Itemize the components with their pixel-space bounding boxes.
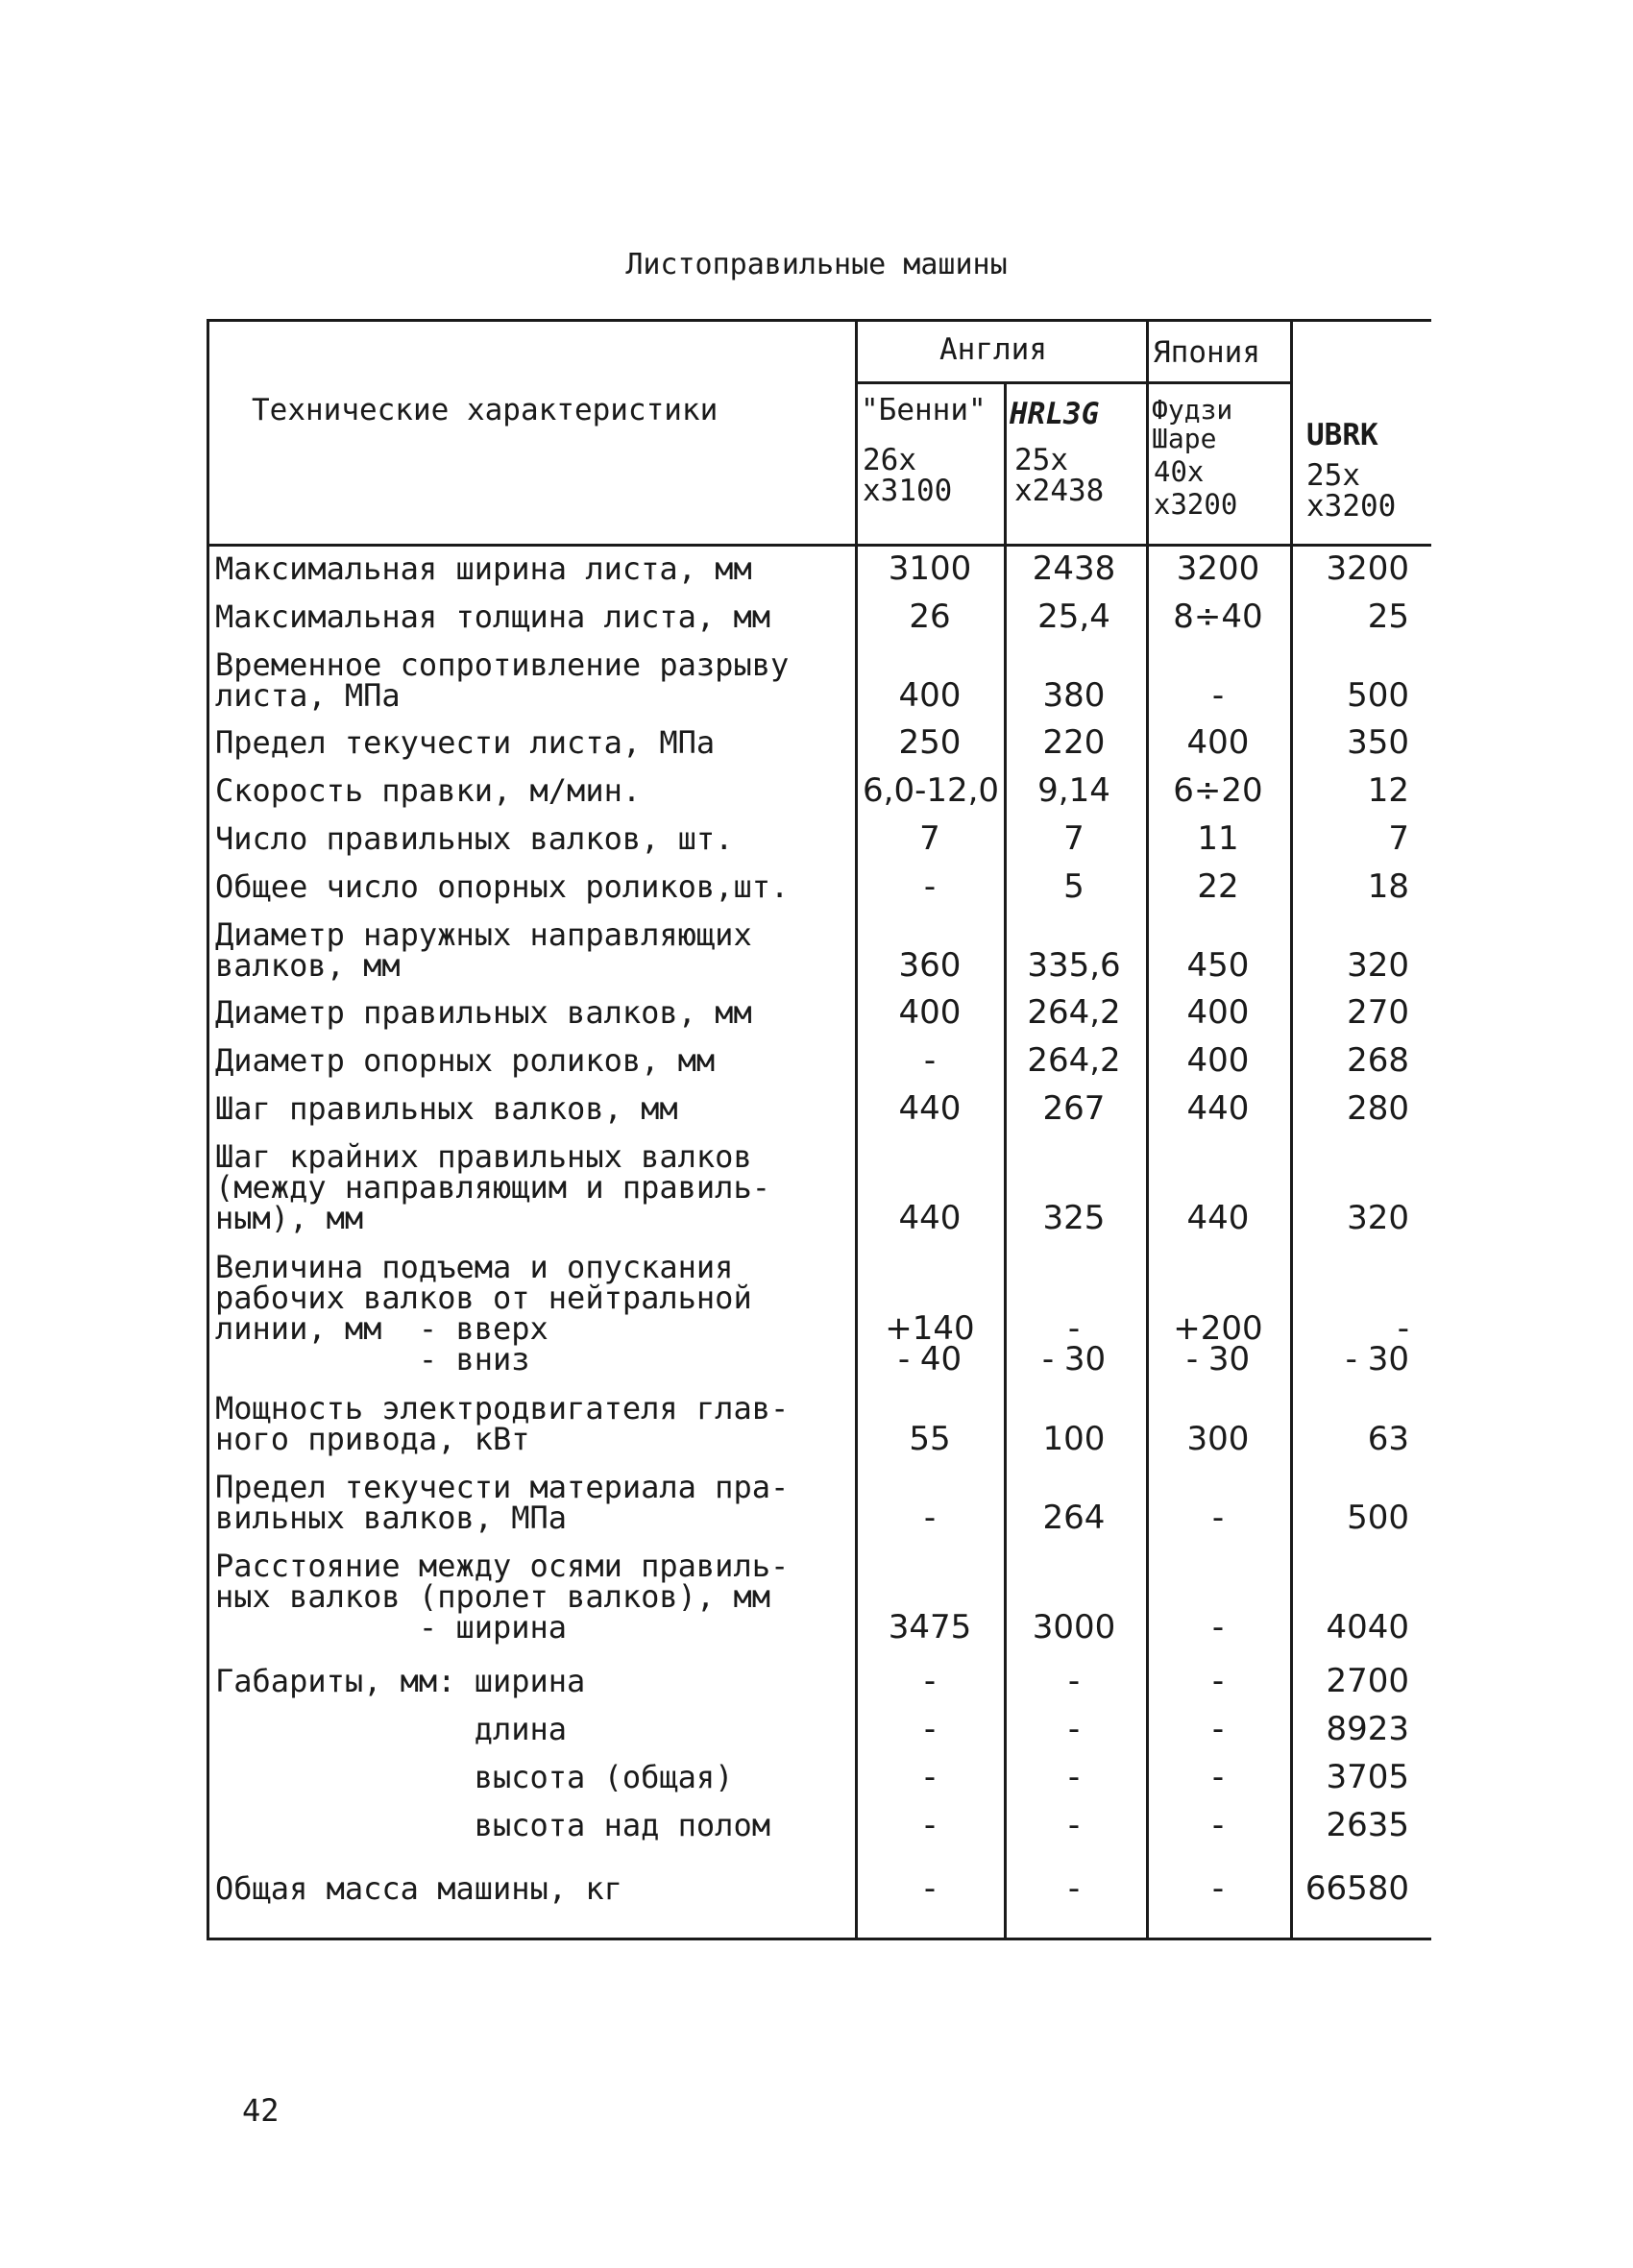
machine-1-name: "Бенни" bbox=[861, 393, 987, 427]
row-18-value-2: - bbox=[1067, 1710, 1081, 1748]
table-bottom-border bbox=[207, 1938, 1431, 1940]
row-7-value-4: 18 bbox=[1367, 867, 1409, 906]
row-2-label-line-1: Максимальная толщина листа, мм bbox=[215, 598, 770, 635]
row-17-value-4: 2700 bbox=[1326, 1662, 1409, 1700]
row-18-label-line-1: длина bbox=[215, 1711, 568, 1747]
row-4-value-4: 350 bbox=[1347, 723, 1409, 762]
row-8-value-4: 320 bbox=[1347, 946, 1409, 985]
row-11-value-2: 267 bbox=[1042, 1089, 1106, 1128]
row-20-value-1: - bbox=[923, 1806, 937, 1844]
row-8-label-line-2: валков, мм bbox=[215, 947, 401, 984]
row-3-label-line-1: Временное сопротивление разрыву bbox=[215, 646, 790, 683]
row-16-label-line-2: ных валков (пролет валков), мм bbox=[215, 1578, 770, 1615]
row-6-value-2: 7 bbox=[1063, 819, 1085, 858]
row-13-value2-2: - 30 bbox=[1041, 1340, 1107, 1378]
row-10-label-line-1: Диаметр опорных роликов, мм bbox=[215, 1042, 716, 1079]
row-10-value-4: 268 bbox=[1347, 1041, 1409, 1080]
row-15-label-line-1: Предел текучести материала пра- bbox=[215, 1469, 790, 1505]
row-8-value-2: 335,6 bbox=[1027, 946, 1121, 985]
machine-3-size1: 40х bbox=[1154, 455, 1205, 488]
row-13-label-line-4: - вниз bbox=[215, 1341, 530, 1378]
row-19-value-3: - bbox=[1211, 1758, 1225, 1796]
row-11-label-line-1: Шаг правильных валков, мм bbox=[215, 1090, 678, 1127]
row-20-value-4: 2635 bbox=[1326, 1806, 1409, 1844]
row-20-value-2: - bbox=[1067, 1806, 1081, 1844]
row-5-value-2: 9,14 bbox=[1037, 771, 1110, 810]
row-13-value-4: - bbox=[1397, 1309, 1409, 1348]
row-18-value-3: - bbox=[1211, 1710, 1225, 1748]
row-14-label-line-1: Мощность электродвигателя глав- bbox=[215, 1390, 790, 1427]
row-3-value-4: 500 bbox=[1347, 676, 1409, 715]
row-17-label-line-1: Габариты, мм: ширина bbox=[215, 1663, 586, 1699]
row-19-value-1: - bbox=[923, 1758, 937, 1796]
row-21-value-4: 66580 bbox=[1304, 1869, 1409, 1908]
row-15-value-2: 264 bbox=[1042, 1499, 1106, 1537]
machine-1-size1: 26х bbox=[863, 443, 916, 477]
row-6-value-4: 7 bbox=[1388, 819, 1409, 858]
row-12-label-line-2: (между направляющим и правиль- bbox=[215, 1169, 770, 1206]
row-13-value-2: - bbox=[1067, 1309, 1081, 1348]
row-13-value2-1: - 40 bbox=[897, 1340, 963, 1378]
row-14-value-2: 100 bbox=[1042, 1420, 1106, 1458]
row-7-value-2: 5 bbox=[1063, 867, 1085, 906]
row-2-value-3: 8÷40 bbox=[1173, 597, 1263, 636]
row-6-label-line-1: Число правильных валков, шт. bbox=[215, 820, 734, 857]
row-7-value-3: 22 bbox=[1197, 867, 1239, 906]
row-12-label-line-3: ным), мм bbox=[215, 1200, 364, 1236]
row-9-value-1: 400 bbox=[898, 993, 962, 1032]
row-16-value-1: 3475 bbox=[888, 1608, 972, 1646]
row-2-value-2: 25,4 bbox=[1037, 597, 1110, 636]
row-13-label-line-1: Величина подъема и опускания bbox=[215, 1249, 734, 1285]
row-9-value-4: 270 bbox=[1347, 993, 1409, 1032]
row-4-value-3: 400 bbox=[1186, 723, 1250, 762]
row-17-value-2: - bbox=[1067, 1662, 1081, 1700]
country-divider bbox=[855, 381, 1292, 384]
row-15-label-line-2: вильных валков, МПа bbox=[215, 1500, 568, 1536]
header-bottom-border bbox=[207, 544, 1431, 547]
header-tech: Технические характеристики bbox=[252, 393, 719, 427]
row-16-label-line-3: - ширина bbox=[215, 1609, 568, 1646]
row-1-value-4: 3200 bbox=[1326, 549, 1409, 588]
row-18-value-4: 8923 bbox=[1326, 1710, 1409, 1748]
row-17-value-1: - bbox=[923, 1662, 937, 1700]
row-6-value-1: 7 bbox=[919, 819, 940, 858]
row-3-value-1: 400 bbox=[898, 676, 962, 715]
row-5-value-4: 12 bbox=[1367, 771, 1409, 810]
row-5-value-3: 6÷20 bbox=[1173, 771, 1263, 810]
row-21-value-1: - bbox=[923, 1869, 937, 1908]
machine-3-size2: х3200 bbox=[1154, 488, 1238, 521]
row-13-value-3: +200 bbox=[1173, 1309, 1263, 1348]
col-divider-4 bbox=[1290, 319, 1293, 1940]
row-19-value-4: 3705 bbox=[1326, 1758, 1409, 1796]
row-8-value-3: 450 bbox=[1186, 946, 1250, 985]
row-14-value-4: 63 bbox=[1367, 1420, 1409, 1458]
header-england: Англия bbox=[939, 332, 1047, 367]
row-14-label-line-2: ного привода, кВт bbox=[215, 1421, 530, 1457]
row-3-value-3: - bbox=[1211, 676, 1225, 715]
row-6-value-3: 11 bbox=[1197, 819, 1239, 858]
row-15-value-3: - bbox=[1211, 1499, 1225, 1537]
row-8-value-1: 360 bbox=[898, 946, 962, 985]
machine-1-size2: х3100 bbox=[863, 474, 953, 508]
row-12-value-2: 325 bbox=[1042, 1199, 1106, 1237]
row-10-value-2: 264,2 bbox=[1027, 1041, 1121, 1080]
row-19-value-2: - bbox=[1067, 1758, 1081, 1796]
row-20-label-line-1: высота над полом bbox=[215, 1807, 770, 1843]
row-11-value-1: 440 bbox=[898, 1089, 962, 1128]
row-7-label-line-1: Общее число опорных роликов,шт. bbox=[215, 868, 790, 905]
row-7-value-1: - bbox=[923, 867, 937, 906]
row-4-label-line-1: Предел текучести листа, МПа bbox=[215, 724, 716, 761]
page-number: 42 bbox=[242, 2092, 280, 2129]
row-14-value-3: 300 bbox=[1186, 1420, 1250, 1458]
row-21-value-2: - bbox=[1067, 1869, 1081, 1908]
row-10-value-3: 400 bbox=[1186, 1041, 1250, 1080]
row-17-value-3: - bbox=[1211, 1662, 1225, 1700]
row-13-value2-3: - 30 bbox=[1185, 1340, 1251, 1378]
row-1-value-2: 2438 bbox=[1032, 549, 1116, 588]
row-15-value-4: 500 bbox=[1347, 1499, 1409, 1537]
row-12-value-1: 440 bbox=[898, 1199, 962, 1237]
row-10-value-1: - bbox=[923, 1041, 937, 1080]
machine-4-size1: 25х bbox=[1306, 458, 1360, 493]
row-16-value-3: - bbox=[1211, 1608, 1225, 1646]
row-19-label-line-1: высота (общая) bbox=[215, 1759, 734, 1795]
row-9-value-2: 264,2 bbox=[1027, 993, 1121, 1032]
row-12-value-3: 440 bbox=[1186, 1199, 1250, 1237]
row-1-value-3: 3200 bbox=[1176, 549, 1260, 588]
row-3-label-line-2: листа, МПа bbox=[215, 677, 401, 714]
row-11-value-3: 440 bbox=[1186, 1089, 1250, 1128]
row-21-label-line-1: Общая масса машины, кг bbox=[215, 1870, 622, 1907]
page-title: Листоправильные машины bbox=[625, 248, 1008, 281]
row-15-value-1: - bbox=[923, 1499, 937, 1537]
machine-2-size2: х2438 bbox=[1014, 474, 1105, 508]
row-13-label-line-2: рабочих валков от нейтральной bbox=[215, 1280, 752, 1316]
row-16-value-2: 3000 bbox=[1032, 1608, 1116, 1646]
row-13-value2-4: - 30 bbox=[1345, 1340, 1409, 1378]
row-12-label-line-1: Шаг крайних правильных валков bbox=[215, 1138, 752, 1175]
row-20-value-3: - bbox=[1211, 1806, 1225, 1844]
row-13-label-line-3: линии, мм - вверх bbox=[215, 1310, 548, 1347]
machine-4-name: UBRK bbox=[1306, 418, 1378, 452]
row-9-value-3: 400 bbox=[1186, 993, 1250, 1032]
row-9-label-line-1: Диаметр правильных валков, мм bbox=[215, 994, 752, 1031]
col-divider-3 bbox=[1146, 319, 1149, 1940]
row-14-value-1: 55 bbox=[909, 1420, 951, 1458]
header-japan: Япония bbox=[1153, 335, 1260, 370]
row-5-value-1: 6,0-12,0 bbox=[863, 771, 1000, 810]
row-8-label-line-1: Диаметр наружных направляющих bbox=[215, 916, 752, 953]
row-2-value-4: 25 bbox=[1367, 597, 1409, 636]
table-left-border bbox=[207, 319, 209, 1940]
row-1-label-line-1: Максимальная ширина листа, мм bbox=[215, 550, 752, 587]
row-11-value-4: 280 bbox=[1347, 1089, 1409, 1128]
machine-3-name: Фудзи Шаре bbox=[1152, 394, 1233, 454]
machine-2-name: HRL3G bbox=[1010, 397, 1100, 431]
row-18-value-1: - bbox=[923, 1710, 937, 1748]
row-1-value-1: 3100 bbox=[888, 549, 972, 588]
row-21-value-3: - bbox=[1211, 1869, 1225, 1908]
row-5-label-line-1: Скорость правки, м/мин. bbox=[215, 772, 642, 809]
row-3-value-2: 380 bbox=[1042, 676, 1106, 715]
row-4-value-2: 220 bbox=[1042, 723, 1106, 762]
row-16-label-line-1: Расстояние между осями правиль- bbox=[215, 1548, 790, 1584]
row-16-value-4: 4040 bbox=[1326, 1608, 1409, 1646]
row-2-value-1: 26 bbox=[909, 597, 951, 636]
machine-4-size2: х3200 bbox=[1306, 489, 1397, 524]
machine-2-size1: 25х bbox=[1014, 443, 1068, 477]
row-13-value-1: +140 bbox=[885, 1309, 975, 1348]
row-4-value-1: 250 bbox=[898, 723, 962, 762]
col-divider-1 bbox=[855, 319, 858, 1940]
table-top-border bbox=[207, 319, 1431, 322]
row-12-value-4: 320 bbox=[1347, 1199, 1409, 1237]
